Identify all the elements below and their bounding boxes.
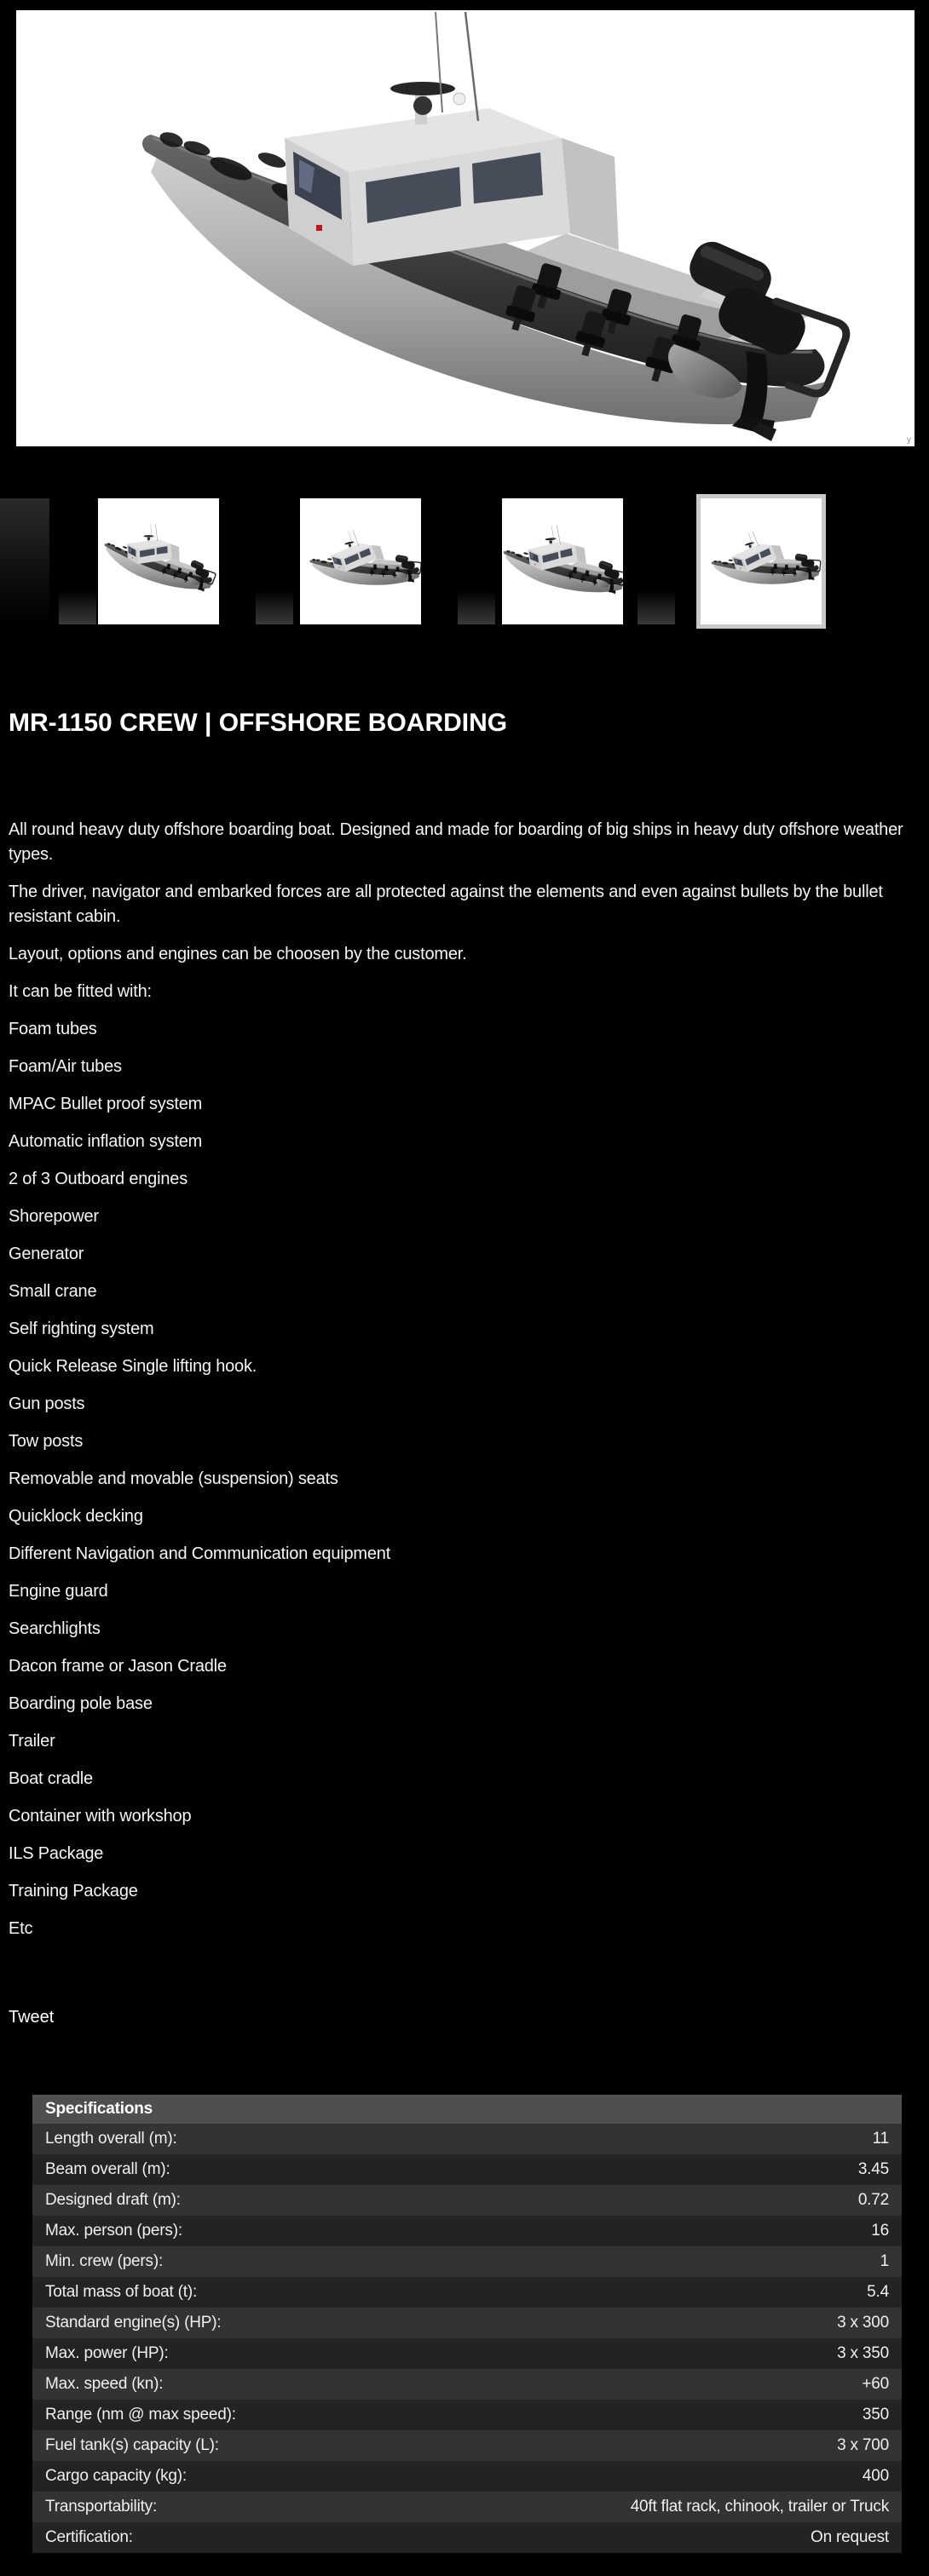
thumbnail-strip — [0, 498, 929, 624]
tweet-button[interactable]: Tweet — [9, 2008, 55, 2027]
feature-item: Removable and movable (suspension) seats — [9, 1469, 338, 1488]
page-title: MR-1150 CREW | OFFSHORE BOARDING — [9, 709, 508, 737]
spec-row — [32, 2185, 902, 2216]
spec-value: 3.45 — [857, 2160, 889, 2178]
description-paragraph: The driver, navigator and embarked forces are all protected against the elements and even against bullets by the bullet resistant cabin. — [9, 883, 883, 926]
feature-item: Container with workshop — [9, 1807, 192, 1826]
feature-item: Searchlights — [9, 1619, 101, 1638]
specifications-header-row — [32, 2095, 902, 2124]
spec-value: 1 — [880, 2252, 889, 2270]
thumbnail-reflection — [638, 590, 675, 624]
feature-item: Quicklock decking — [9, 1507, 143, 1526]
spec-value: 3 x 300 — [837, 2314, 889, 2332]
feature-item: Training Package — [9, 1882, 138, 1900]
spec-label: Range (nm @ max speed): — [45, 2406, 236, 2424]
feature-item: Automatic inflation system — [9, 1132, 203, 1151]
spec-row — [32, 2216, 902, 2246]
spec-value: On request — [811, 2528, 889, 2546]
thumbnail-reflection — [256, 590, 293, 624]
feature-item: Gun posts — [9, 1394, 85, 1413]
spec-label: Length overall (m): — [45, 2130, 177, 2148]
spec-label: Cargo capacity (kg): — [45, 2467, 188, 2485]
spec-row — [32, 2400, 902, 2430]
spec-value: 16 — [871, 2222, 889, 2240]
feature-item: ILS Package — [9, 1844, 104, 1863]
feature-list — [9, 1017, 920, 1941]
spec-value: 40ft flat rack, chinook, trailer or Truck — [630, 2498, 889, 2516]
feature-item: Self righting system — [9, 1320, 154, 1338]
spec-label: Certification: — [45, 2528, 133, 2546]
specifications-header: Specifications — [32, 2095, 902, 2124]
spec-value: 3 x 700 — [837, 2436, 889, 2454]
specifications-table — [32, 2095, 902, 2553]
thumbnail-reflection — [458, 590, 495, 624]
thumbnail-3[interactable] — [502, 498, 623, 624]
spec-label: Max. person (pers): — [45, 2222, 182, 2240]
spec-label: Beam overall (m): — [45, 2160, 170, 2178]
spec-label: Total mass of boat (t): — [45, 2283, 198, 2301]
feature-item: Quick Release Single lifting hook. — [9, 1357, 257, 1376]
feature-item: Engine guard — [9, 1582, 108, 1601]
feature-item: Boarding pole base — [9, 1694, 153, 1713]
spec-label: Min. crew (pers): — [45, 2252, 164, 2270]
spec-row — [32, 2277, 902, 2308]
spec-row — [32, 2154, 902, 2185]
feature-item: Boat cradle — [9, 1769, 93, 1788]
boat-render — [16, 10, 915, 446]
spec-row — [32, 2246, 902, 2277]
description-paragraph: Layout, options and engines can be choosen by the customer. — [9, 945, 467, 963]
product-main-image[interactable] — [16, 10, 915, 446]
spec-label: Standard engine(s) (HP): — [45, 2314, 222, 2332]
thumbnail-reflection — [59, 590, 96, 624]
spec-row — [32, 2430, 902, 2461]
feature-item: Dacon frame or Jason Cradle — [9, 1657, 227, 1676]
spec-value: 3 x 350 — [837, 2344, 889, 2362]
feature-item: Shorepower — [9, 1207, 99, 1226]
feature-item: 2 of 3 Outboard engines — [9, 1170, 188, 1188]
spec-row — [32, 2369, 902, 2400]
spec-value: 11 — [872, 2130, 889, 2148]
spec-value: 400 — [862, 2467, 889, 2485]
description-paragraph: It can be fitted with: — [9, 982, 152, 1001]
spec-value: 5.4 — [867, 2283, 889, 2301]
spec-label: Transportability: — [45, 2498, 158, 2516]
description-paragraph: All round heavy duty offshore boarding boat. Designed and made for boarding of big ships in heavy duty offshore weather types. — [9, 820, 903, 864]
feature-item: Generator — [9, 1245, 84, 1263]
feature-item: Trailer — [9, 1732, 55, 1751]
feature-item: Small crane — [9, 1282, 97, 1301]
spec-label: Max. speed (kn): — [45, 2375, 164, 2393]
feature-item: Tow posts — [9, 1432, 84, 1451]
spec-label: Designed draft (m): — [45, 2191, 181, 2209]
image-watermark: y — [907, 435, 911, 445]
spec-label: Fuel tank(s) capacity (L): — [45, 2436, 219, 2454]
product-description — [9, 818, 920, 1004]
spec-row — [32, 2461, 902, 2492]
spec-value: 350 — [862, 2406, 889, 2424]
thumbnail-1[interactable] — [98, 498, 219, 624]
feature-item: MPAC Bullet proof system — [9, 1095, 203, 1113]
carousel-edge-gradient — [0, 498, 49, 624]
spec-row — [32, 2492, 902, 2522]
spec-label: Max. power (HP): — [45, 2344, 169, 2362]
feature-item: Etc — [9, 1919, 33, 1938]
spec-row — [32, 2308, 902, 2338]
feature-item: Foam/Air tubes — [9, 1057, 122, 1076]
spec-value: +60 — [862, 2375, 889, 2393]
spec-row — [32, 2522, 902, 2553]
feature-item: Foam tubes — [9, 1020, 97, 1038]
spec-row — [32, 2338, 902, 2369]
thumbnail-4-selected[interactable] — [696, 494, 826, 629]
spec-row — [32, 2124, 902, 2154]
feature-item: Different Navigation and Communication equipment — [9, 1544, 391, 1563]
spec-value: 0.72 — [857, 2191, 889, 2209]
thumbnail-2[interactable] — [300, 498, 421, 624]
